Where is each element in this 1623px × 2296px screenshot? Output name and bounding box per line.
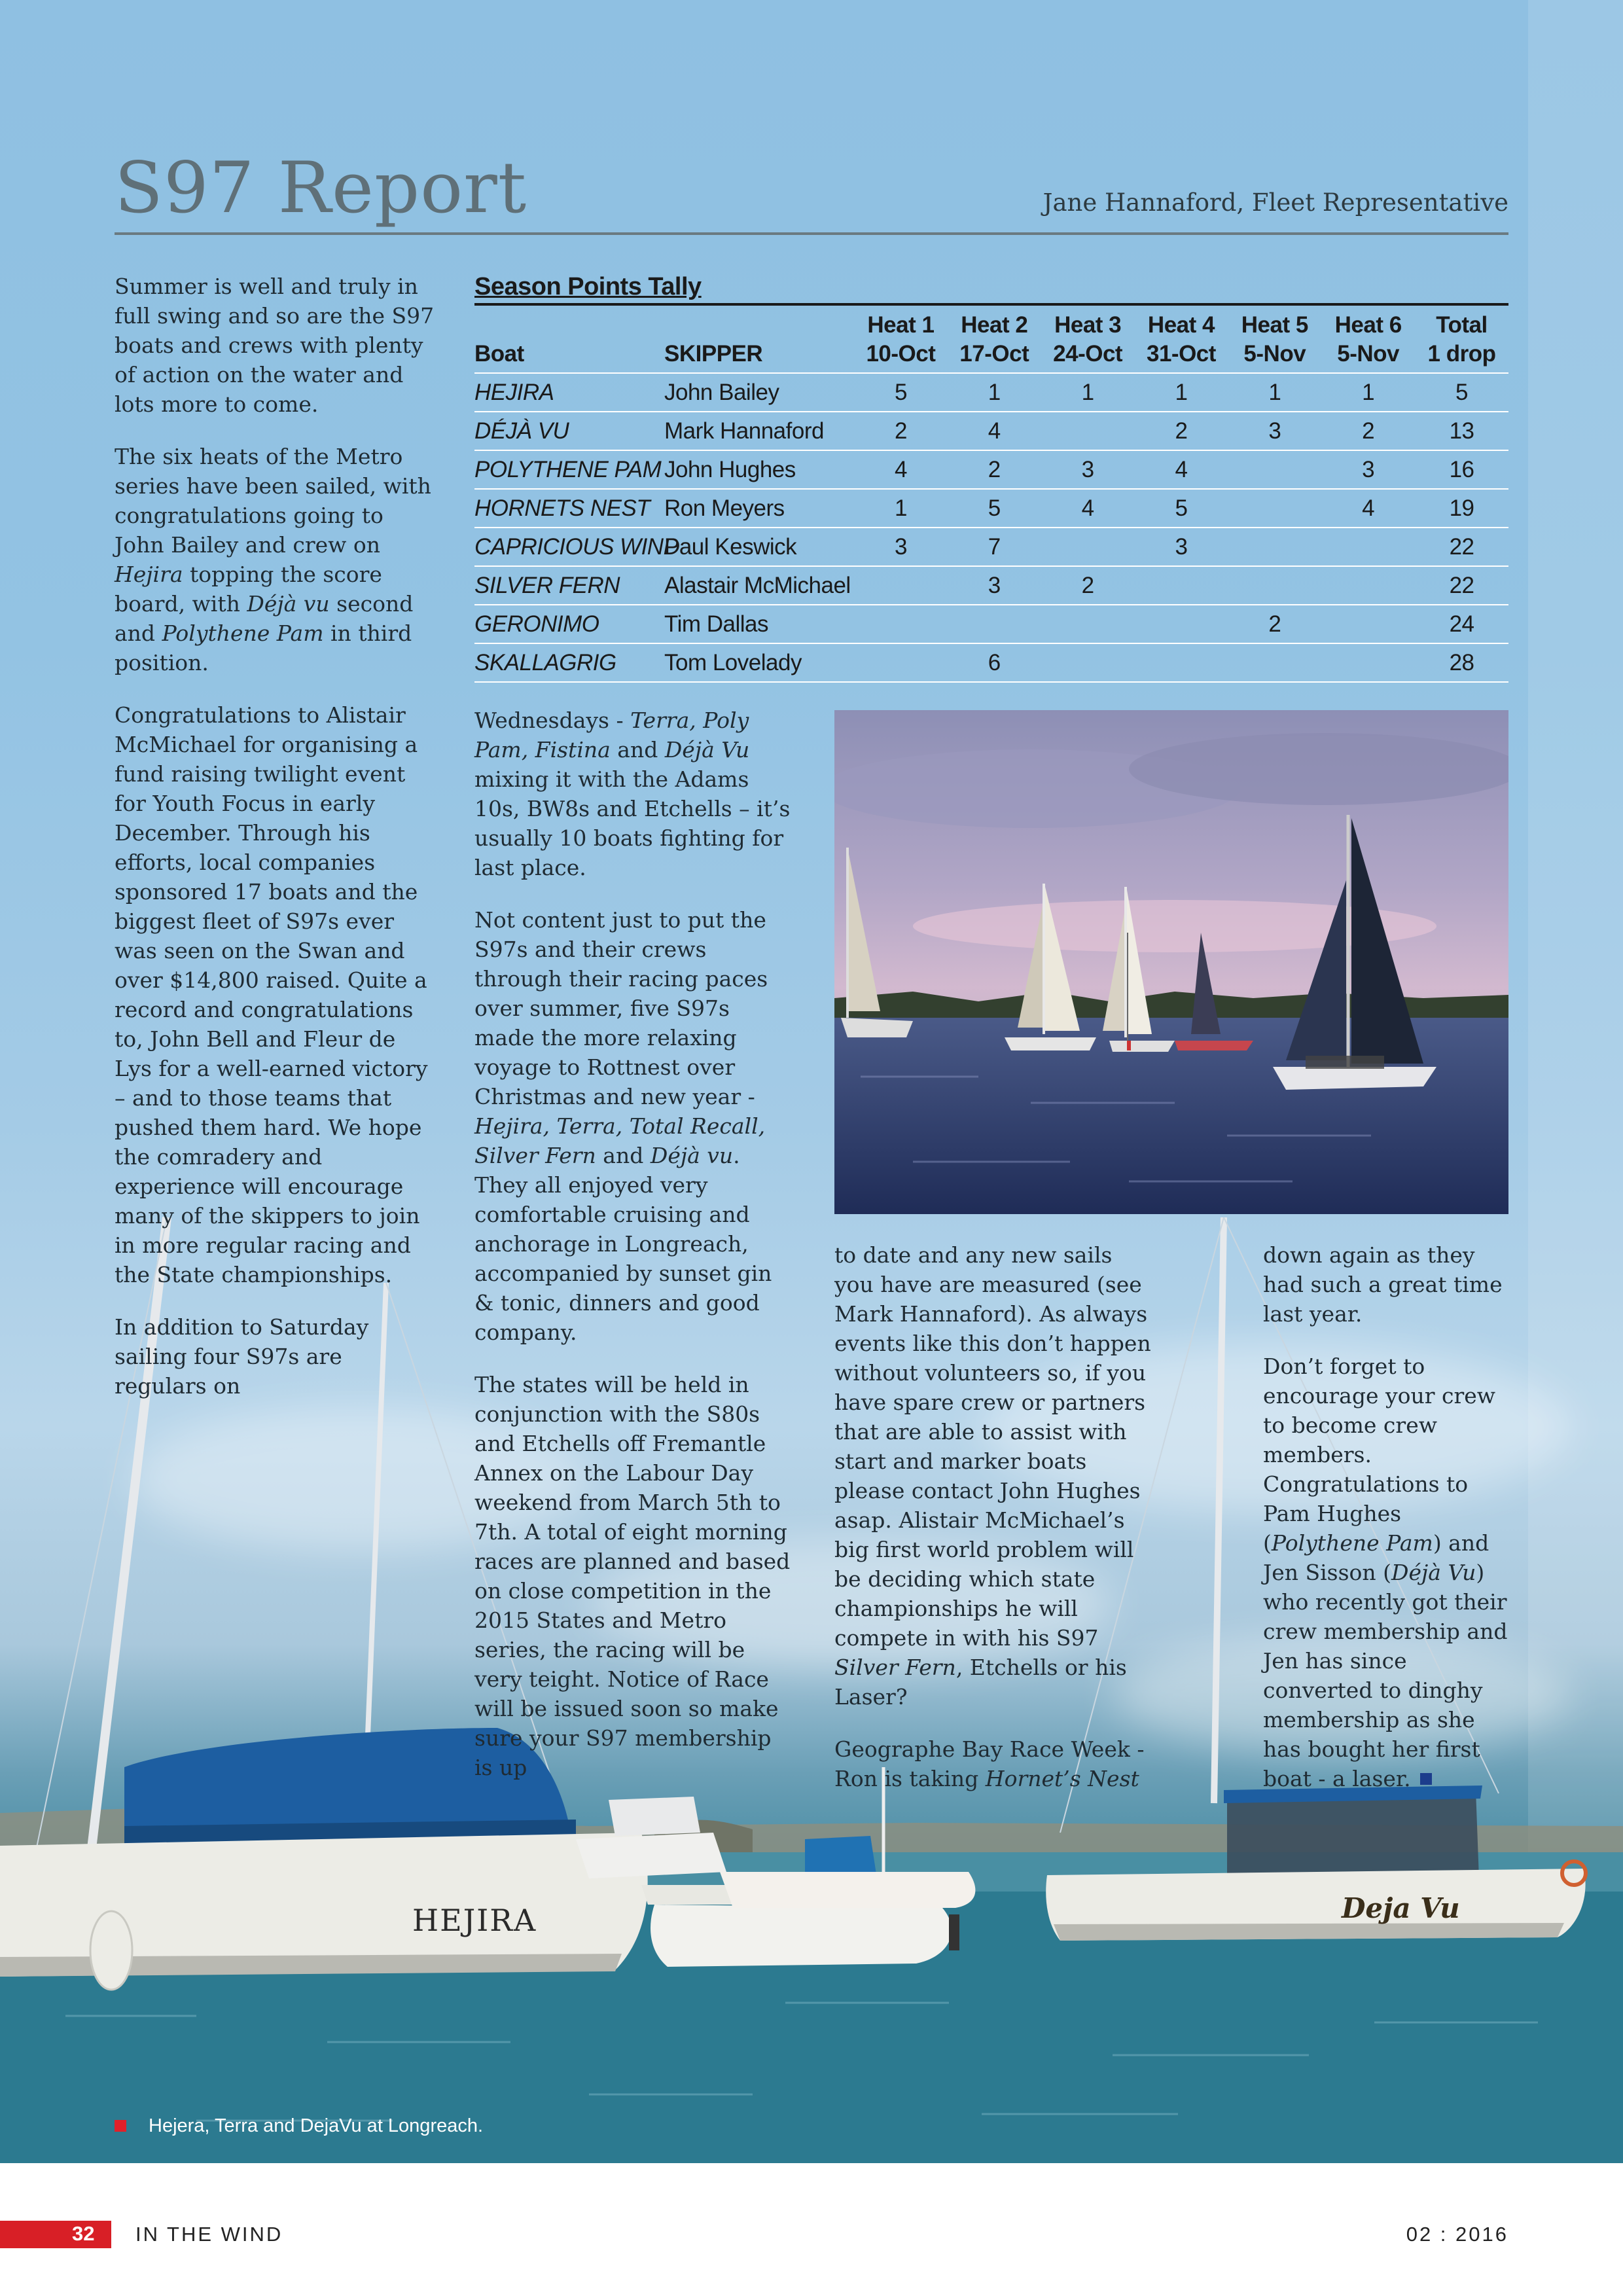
tally-row — [474, 643, 1508, 682]
heat-score — [1228, 450, 1321, 489]
heat-score — [1041, 528, 1135, 566]
header-heat-3: Heat 3 24-Oct — [1053, 312, 1123, 367]
heat-score: 4 — [1041, 489, 1135, 528]
paragraph: Summer is well and truly in full swing and so are the S97 boats and crews with plenty of action on the water and lots more to come. — [115, 274, 435, 417]
heat-score — [1321, 528, 1415, 566]
heat-score: 5 — [854, 373, 948, 412]
header-total: Total 1 drop — [1427, 312, 1496, 367]
paragraph: Geographe Bay Race Week - Ron is taking Hornet’s Nest — [834, 1736, 1145, 1791]
heat-score: 5 — [1135, 489, 1228, 528]
boat-name: GERONIMO — [474, 605, 664, 643]
photo-caption: Hejera, Terra and DejaVu at Longreach. — [115, 2115, 483, 2137]
column-3 — [834, 1240, 1155, 1816]
total-score: 5 — [1415, 373, 1508, 412]
heat-score — [1228, 566, 1321, 605]
heat-score: 4 — [1321, 489, 1415, 528]
tally-row — [474, 489, 1508, 528]
heat-score — [1135, 566, 1228, 605]
heat-score: 1 — [948, 373, 1041, 412]
heat-score — [854, 643, 948, 682]
heat-score: 2 — [1041, 566, 1135, 605]
header-boat: Boat — [474, 341, 524, 367]
skipper-name: John Bailey — [664, 373, 854, 412]
heat-score — [1041, 412, 1135, 450]
heat-score — [948, 605, 1041, 643]
total-score: 16 — [1415, 450, 1508, 489]
article-byline: Jane Hannaford, Fleet Representative — [1043, 188, 1508, 217]
paragraph: Don’t forget to encourage your crew to become crew members. Congratulations to Pam Hughes (Polythene Pam) and Jen Sisson (Déjà Vu) who recently got their crew membership and Jen has since converted to dinghy membership as she has bought her first boat - a laser. — [1263, 1354, 1508, 1791]
sunset-sailing-image — [834, 710, 1508, 1214]
skipper-name: Alastair McMichael — [664, 566, 854, 605]
header-skipper: SKIPPER — [664, 341, 763, 367]
heat-score — [1041, 643, 1135, 682]
heat-score — [1135, 605, 1228, 643]
end-of-article-mark — [1420, 1773, 1432, 1785]
page-number: 32 — [72, 2222, 95, 2245]
tally-title: Season Points Tally — [474, 272, 1508, 306]
publication-name: IN THE WIND — [135, 2223, 283, 2246]
total-score: 22 — [1415, 528, 1508, 566]
total-score: 24 — [1415, 605, 1508, 643]
heat-score — [1135, 643, 1228, 682]
heat-score: 7 — [948, 528, 1041, 566]
total-score: 13 — [1415, 412, 1508, 450]
tally-table — [474, 306, 1508, 683]
skipper-name: Tom Lovelady — [664, 643, 854, 682]
hull-name-deja-vu: Deja Vu — [1342, 1892, 1460, 1924]
tally-row — [474, 412, 1508, 450]
caption-marker — [115, 2120, 126, 2132]
skipper-name: Tim Dallas — [664, 605, 854, 643]
column-4 — [1263, 1240, 1515, 1816]
heat-score: 6 — [948, 643, 1041, 682]
header-heat-5: Heat 5 5-Nov — [1241, 312, 1308, 367]
heat-score — [1228, 489, 1321, 528]
boat-name: HORNETS NEST — [474, 489, 664, 528]
heat-score — [854, 566, 948, 605]
tally-row — [474, 373, 1508, 412]
boat-name: CAPRICIOUS WIND — [474, 528, 664, 566]
tally-row — [474, 566, 1508, 605]
issue-number: 02 : 2016 — [1406, 2223, 1508, 2246]
heat-score — [854, 605, 948, 643]
paragraph: The states will be held in conjunction with the S80s and Etchells off Fremantle Annex on the Labour Day weekend from March 5th to 7th. A total of eight morning races are planned and based on close competition in the 2015 States and Metro series, the racing will be very teight. Notice of Race will be issued soon so make sure your S97 membership is up — [474, 1372, 791, 1780]
heat-score — [1321, 643, 1415, 682]
header-heat-2: Heat 2 17-Oct — [959, 312, 1029, 367]
boat-name: SKALLAGRIG — [474, 643, 664, 682]
heat-score: 3 — [854, 528, 948, 566]
title-rule — [115, 232, 1508, 235]
total-score: 22 — [1415, 566, 1508, 605]
heat-score — [1041, 605, 1135, 643]
skipper-name: Ron Meyers — [664, 489, 854, 528]
column-2 — [474, 706, 795, 1805]
paragraph: The six heats of the Metro series have been sailed, with congratulations going to John Bailey and crew on Hejira topping the score board, with Déjà vu second and Polythene Pam in third position. — [115, 444, 431, 675]
skipper-name: Mark Hannaford — [664, 412, 854, 450]
heat-score: 2 — [948, 450, 1041, 489]
boat-name: HEJIRA — [474, 373, 664, 412]
heat-score: 4 — [1135, 450, 1228, 489]
heat-score: 2 — [1228, 605, 1321, 643]
tally-row — [474, 605, 1508, 643]
boat-name: DÉJÀ VU — [474, 412, 664, 450]
heat-score: 3 — [1321, 450, 1415, 489]
heat-score: 4 — [948, 412, 1041, 450]
heat-score: 3 — [1041, 450, 1135, 489]
paragraph: Congratulations to Alistair McMichael for organising a fund raising twilight event for Youth Focus in early December. Through his efforts, local companies sponsored 17 boats and the biggest fleet of S97s ever was seen on the Swan and over $14,800 raised. Quite a record and congratulations to, John Bell and Fleur de Lys for a well-earned victory – and to those teams that pushed them hard. We hope the comradery and experience will encourage many of the skippers to join in more regular racing and the State championships. — [115, 702, 428, 1287]
skipper-name: John Hughes — [664, 450, 854, 489]
heat-score — [1321, 605, 1415, 643]
heat-score — [1228, 643, 1321, 682]
heat-score: 1 — [1041, 373, 1135, 412]
header-heat-6: Heat 6 5-Nov — [1334, 312, 1402, 367]
heat-score — [1321, 566, 1415, 605]
inset-photo-sunset-sailing — [834, 710, 1508, 1214]
paragraph: Wednesdays - Terra, Poly Pam, Fistina and Déjà Vu mixing it with the Adams 10s, BW8s and Etchells – it’s usually 10 boats fighting for last place. — [474, 708, 791, 880]
footer-accent-bar — [0, 2221, 111, 2248]
heat-score: 1 — [1321, 373, 1415, 412]
tally-header-row — [474, 306, 1508, 373]
hull-name-hejira: HEJIRA — [412, 1903, 537, 1938]
column-1 — [115, 272, 435, 1424]
header-heat-4: Heat 4 31-Oct — [1146, 312, 1216, 367]
heat-score: 3 — [948, 566, 1041, 605]
total-score: 28 — [1415, 643, 1508, 682]
header-heat-1: Heat 1 10-Oct — [866, 312, 936, 367]
heat-score: 3 — [1228, 412, 1321, 450]
tally-row — [474, 450, 1508, 489]
heat-score: 1 — [1228, 373, 1321, 412]
heat-score: 5 — [948, 489, 1041, 528]
heat-score: 2 — [1135, 412, 1228, 450]
heat-score — [1228, 528, 1321, 566]
paragraph: to date and any new sails you have are measured (see Mark Hannaford). As always events like this don’t happen without volunteers so, if you have spare crew or partners that are able to assist with start and marker boats please contact John Hughes asap. Alistair McMichael’s big first world problem will be deciding which state championships he will compete in with his S97 Silver Fern, Etchells or his Laser? — [834, 1242, 1151, 1710]
article-title: S97 Report — [115, 147, 527, 229]
tally-row — [474, 528, 1508, 566]
heat-score: 4 — [854, 450, 948, 489]
season-points-tally — [474, 272, 1508, 683]
heat-score: 2 — [1321, 412, 1415, 450]
paragraph: Not content just to put the S97s and their crews through their racing paces over summer, five S97s made the more relaxing voyage to Rottnest over Christmas and new year - Hejira, Terra, Total Recall, Silver Fern and Déjà vu. They all enjoyed very comfortable cruising and anchorage in Longreach, accompanied by sunset gin & tonic, dinners and good company. — [474, 907, 772, 1345]
skipper-name: Paul Keswick — [664, 528, 854, 566]
total-score: 19 — [1415, 489, 1508, 528]
heat-score: 1 — [854, 489, 948, 528]
tally-body — [474, 373, 1508, 682]
paragraph: down again as they had such a great time last year. — [1263, 1242, 1503, 1327]
boat-name: SILVER FERN — [474, 566, 664, 605]
heat-score: 1 — [1135, 373, 1228, 412]
boat-name: POLYTHENE PAM — [474, 450, 664, 489]
heat-score: 2 — [854, 412, 948, 450]
paragraph: In addition to Saturday sailing four S97s are regulars on — [115, 1314, 369, 1399]
heat-score: 3 — [1135, 528, 1228, 566]
